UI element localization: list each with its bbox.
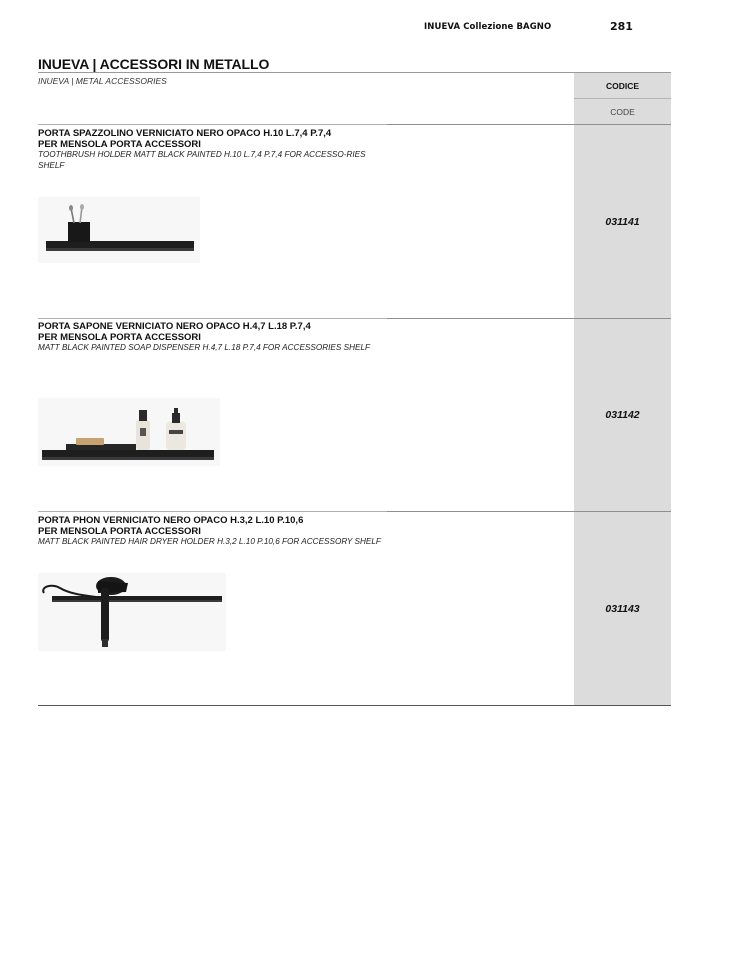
page-number: 281	[610, 20, 633, 33]
product-title-line: PER MENSOLA PORTA ACCESSORI	[38, 525, 201, 537]
product-code: 031142	[605, 409, 640, 421]
row-divider	[38, 124, 387, 125]
running-head: INUEVA Collezione BAGNO	[424, 22, 552, 32]
product-title-line: PORTA SPAZZOLINO VERNICIATO NERO OPACO H.10 L.7,4 P.7,4	[38, 128, 332, 139]
product-row	[38, 516, 671, 709]
code-column-header-it: CODICE	[605, 81, 640, 91]
hair-dryer-holder-image	[38, 573, 226, 651]
product-title	[38, 322, 388, 343]
product-description: MATT BLACK PAINTED HAIR DRYER HOLDER H.3,2 L.10 P.10,6 FOR ACCESSORY SHELF	[38, 537, 381, 546]
product-title-line: PORTA PHON VERNICIATO NERO OPACO H.3,2 L.10 P.10,6	[38, 515, 304, 526]
product-row	[38, 322, 671, 515]
section-subtitle: INUEVA | METAL ACCESSORIES	[38, 76, 167, 86]
product-description: TOOTHBRUSH HOLDER MATT BLACK PAINTED H.10 L.7,4 P.7,4 FOR ACCESSO-RIES SHELF	[38, 150, 366, 170]
soap-holder-image	[38, 398, 220, 466]
product-title-line: PER MENSOLA PORTA ACCESSORI	[38, 138, 201, 150]
product-title-line: PORTA SAPONE VERNICIATO NERO OPACO H.4,7 L.18 P.7,4	[38, 321, 311, 332]
product-title	[38, 516, 388, 537]
product-title	[38, 129, 388, 150]
row-divider	[387, 124, 671, 125]
section-title: INUEVA | ACCESSORI IN METALLO	[38, 56, 270, 72]
product-code: 031143	[605, 603, 640, 615]
product-title-line: PER MENSOLA PORTA ACCESSORI	[38, 331, 201, 343]
product-row	[38, 129, 671, 322]
code-column-header-en: CODE	[610, 107, 635, 117]
code-header-divider	[574, 98, 671, 99]
toothbrush-holder-image	[38, 197, 200, 263]
product-code: 031141	[605, 216, 640, 228]
product-description: MATT BLACK PAINTED SOAP DISPENSER H.4,7 L.18 P.7,4 FOR ACCESSORIES SHELF	[38, 343, 370, 352]
